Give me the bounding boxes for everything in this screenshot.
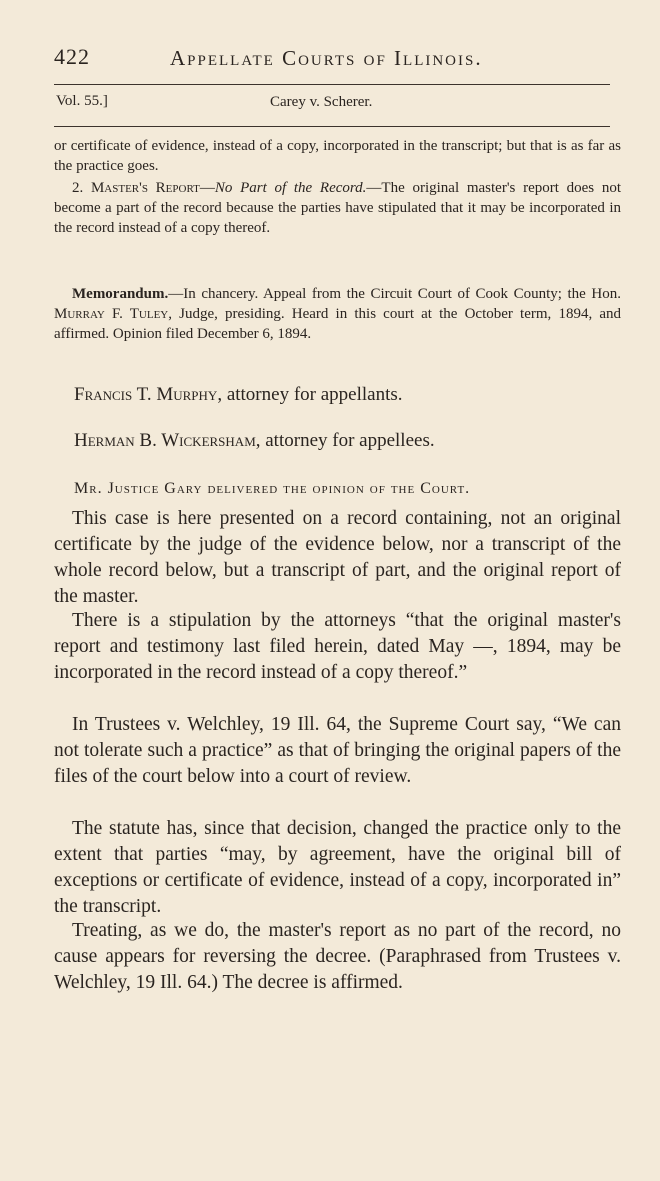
headnote-continuation: or certificate of evidence, instead of a copy, incorporated in the transcript; but that is as far as the practice goes. xyxy=(54,138,621,174)
attorney-appellees xyxy=(74,430,435,452)
judge-name: Murray F. Tuley xyxy=(54,306,169,322)
volume-label: Vol. 55.] xyxy=(56,93,108,109)
headnote-dash: — xyxy=(199,180,215,196)
opinion-paragraph-3: In Trustees v. Welchley, 19 Ill. 64, the Supreme Court say, “We can not tolerate such a practice” as that of bringing the original papers of the files of the court below into a court of review. xyxy=(54,714,621,787)
opinion-paragraph-1: This case is here presented on a record containing, not an original certificate by the judge of the evidence below, nor a transcript of the whole record below, but a transcript of part, and the original report of the master. xyxy=(54,508,621,607)
appellants-attorney-role: , attorney for appellants. xyxy=(217,384,403,405)
appellees-attorney-role: , attorney for appellees. xyxy=(255,430,435,451)
memorandum-label: Memorandum. xyxy=(72,286,169,302)
headnote-title: Master's Report xyxy=(90,180,200,196)
headnote-subtitle: No Part of the Record. xyxy=(214,180,367,196)
page-number: 422 xyxy=(54,44,90,69)
memorandum xyxy=(54,284,621,344)
headnote-2 xyxy=(54,178,621,238)
running-title: Appellate Courts of Illinois. xyxy=(170,46,483,70)
opinion-paragraph-4: The statute has, since that decision, changed the practice only to the extent that parties “may, by agreement, have the original bill of exceptions or certificate of evidence, instead of a copy, incorporated in” the transcript. xyxy=(54,818,621,917)
appellees-attorney-name: Herman B. Wickersham xyxy=(74,430,256,451)
header-rule xyxy=(54,84,610,85)
subheader-rule xyxy=(54,126,610,127)
appellants-attorney-name: Francis T. Murphy xyxy=(74,384,218,405)
headnote-body: —The original master's report does not become a part of the record because the parties have stipulated that it may be incorporated in the record instead of a copy thereof. xyxy=(54,180,621,236)
opinion-heading: Mr. Justice Gary delivered the opinion of the Court. xyxy=(74,480,471,497)
opinion-paragraph-2: There is a stipulation by the attorneys “that the original master's report and testimony last filed herein, dated May —, 1894, may be incorporated in the record instead of a copy thereof.” xyxy=(54,610,621,683)
opinion-paragraph-5: Treating, as we do, the master's report as no part of the record, no cause appears for reversing the decree. (Paraphrased from Trustees v. Welchley, 19 Ill. 64.) The decree is affirmed. xyxy=(54,920,621,993)
memorandum-text-1: —In chancery. Appeal from the Circuit Court of Cook County; the Hon. xyxy=(168,286,621,302)
memorandum-text-2: , Judge, presiding. Heard in this court at the October term, 1894, and affirmed. Opinion filed December 6, 1894. xyxy=(54,306,621,342)
attorney-appellants xyxy=(74,384,403,406)
headnote-number: 2. xyxy=(72,180,84,196)
case-name: Carey v. Scherer. xyxy=(270,94,373,110)
